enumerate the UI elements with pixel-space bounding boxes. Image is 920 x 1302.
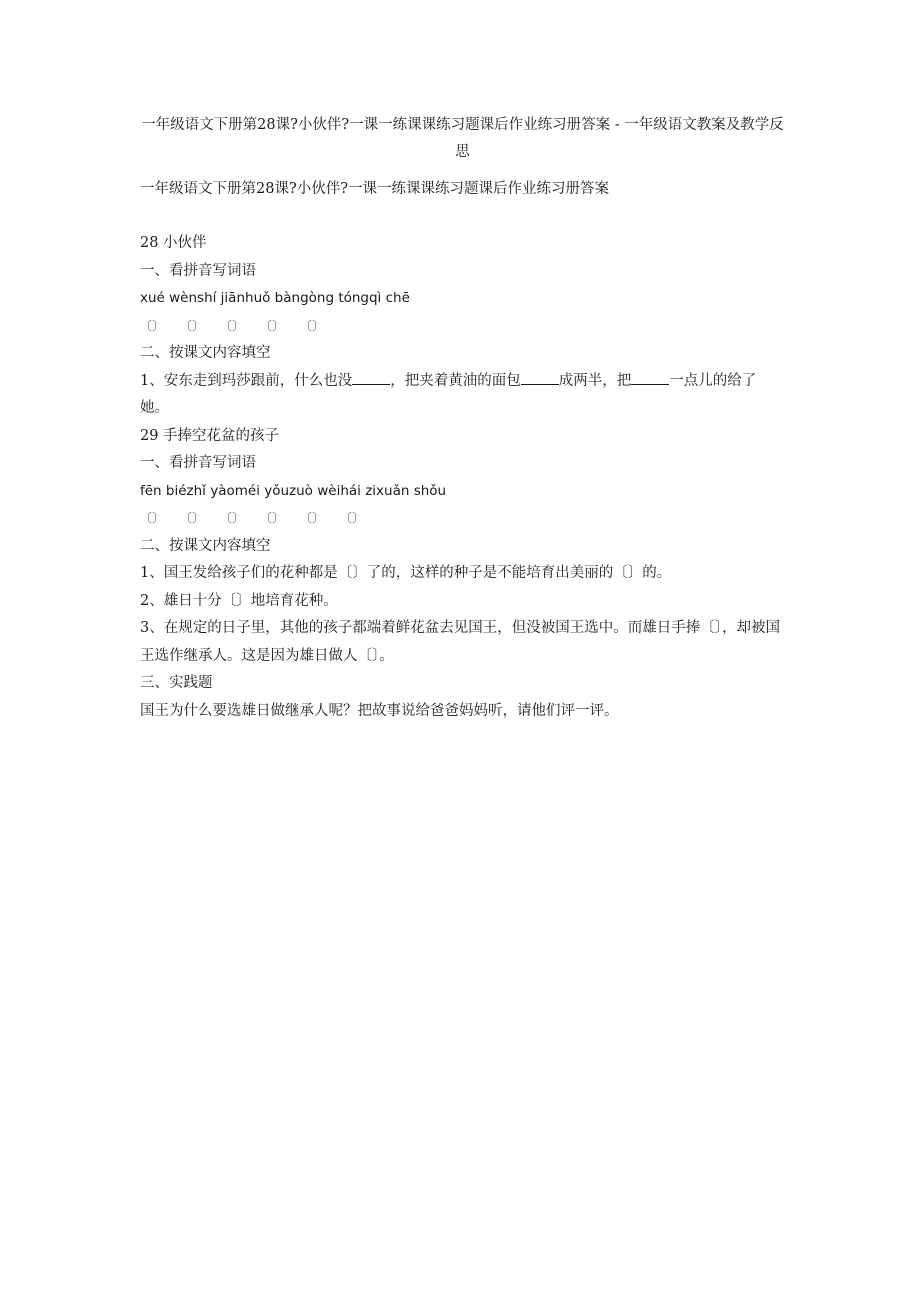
answer-box: 〔〕 [140,511,165,525]
fill-blank [521,370,559,385]
lesson-29-part-1-heading: 一、看拼音写词语 [140,455,256,471]
document-subtitle: 一年级语文下册第28课?小伙伴?一课一练课课练习题课后作业练习册答案 [140,181,609,197]
lesson-28-pinyin: xué wènshí jiānhuǒ bàngòng tóngqì chē [140,290,410,306]
answer-box: 〔〕 [220,511,245,525]
lesson-28-part-1-heading: 一、看拼音写词语 [140,262,256,279]
answer-box: 〔〕 [300,511,325,525]
answer-box: 〔〕 [300,318,325,333]
question-text: 1、安东走到玛莎跟前，什么也没 [140,372,353,389]
lesson-29-part-3-heading: 三、实践题 [140,675,213,691]
document-title: 一年级语文下册第28课?小伙伴?一课一练课课练习题课后作业练习册答案 - 一年级语文教案及教学反思 [141,117,784,160]
answer-box: 〔〕 [180,511,205,525]
lesson-29-question-1: 1、国王发给孩子们的花种都是〔〕了的，这样的种子是不能培育出美丽的〔〕的。 [140,565,672,581]
lesson-29-question-3: 3、在规定的日子里，其他的孩子都端着鲜花盆去见国王，但没被国王选中。而雄日手捧〔〕，却被国王选作继承人。这是因为雄日做人〔〕。 [140,620,780,664]
document-body [140,230,785,725]
lesson-28-answer-boxes [140,313,785,341]
answer-box: 〔〕 [340,511,365,525]
lesson-28-question-1 [140,368,785,423]
document-page [140,112,785,725]
answer-box: 〔〕 [140,318,165,333]
question-text: 一点儿的给了她。 [140,372,757,416]
question-text: 成两半，把 [558,372,632,389]
lesson-29-answer-boxes [140,505,785,533]
lesson-28-heading: 28 小伙伴 [140,235,207,251]
lesson-29-practice-question: 国王为什么要选雄日做继承人呢？把故事说给爸爸妈妈听，请他们评一评。 [140,702,619,719]
lesson-29-pinyin: fēn biézhǐ yàoméi yǒuzuò wèihái zixuǎn shǒu [140,482,447,499]
answer-box: 〔〕 [220,318,245,333]
answer-box: 〔〕 [260,318,285,333]
fill-blank [352,370,390,385]
lesson-28-part-2-heading: 二、按课文内容填空 [140,345,271,361]
fill-blank [631,370,669,385]
lesson-29-heading: 29 手捧空花盆的孩子 [140,427,280,444]
answer-box: 〔〕 [260,511,285,525]
question-text: ，把夹着黄油的面包 [390,372,521,389]
lesson-29-question-2: 2、雄日十分〔〕地培育花种。 [140,592,338,609]
lesson-29-part-2-heading: 二、按课文内容填空 [140,537,271,554]
answer-box: 〔〕 [180,318,205,333]
